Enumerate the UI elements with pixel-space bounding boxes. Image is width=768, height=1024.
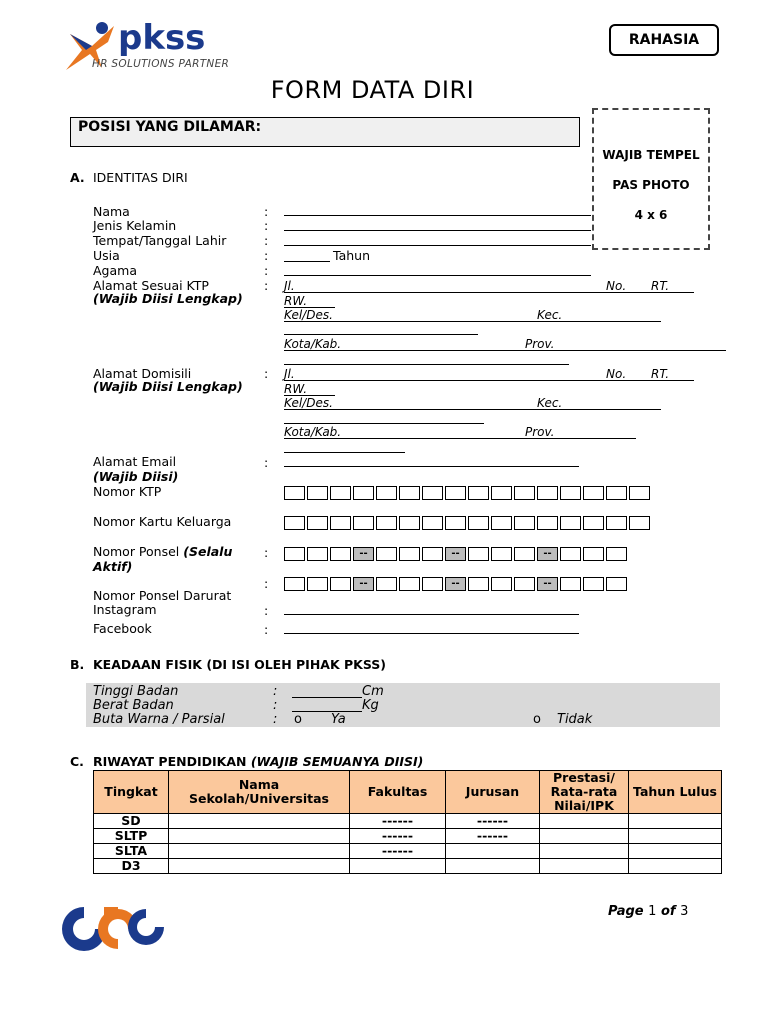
- position-label: POSISI YANG DILAMAR:: [78, 119, 262, 135]
- section-a-title: IDENTITAS DIRI: [93, 170, 188, 185]
- colon: :: [264, 248, 269, 263]
- colon: :: [264, 366, 269, 381]
- instagram-input-line[interactable]: [284, 614, 579, 615]
- school-cell[interactable]: [169, 859, 350, 874]
- year-cell[interactable]: [629, 829, 722, 844]
- table-row: [94, 829, 722, 844]
- label-email: Alamat Email: [93, 454, 177, 469]
- section-b-title: KEADAAN FISIK (DI ISI OLEH PIHAK PKSS): [93, 657, 386, 672]
- page-indicator: [608, 904, 688, 919]
- darurat-boxes[interactable]: [284, 577, 629, 591]
- dom-prov: Prov.: [525, 425, 555, 439]
- gpa-cell[interactable]: [540, 859, 629, 874]
- colon: :: [273, 698, 278, 713]
- ktp-jl-line[interactable]: [284, 292, 694, 293]
- major-cell[interactable]: [446, 844, 540, 859]
- ponsel-note: (Selalu: [183, 544, 233, 559]
- table-header-row: [94, 771, 722, 814]
- dash-separator: --: [445, 577, 466, 591]
- ya-label: Ya: [331, 712, 346, 727]
- dash-separator: --: [445, 547, 466, 561]
- brand-tagline: HR SOLUTIONS PARTNER: [92, 58, 230, 70]
- label-ktp: Nomor KTP: [93, 484, 162, 499]
- page-word: Page: [608, 904, 644, 919]
- education-table: [93, 770, 722, 874]
- of-word: of: [660, 904, 676, 919]
- ktp-kel-line[interactable]: [284, 321, 661, 322]
- section-c-title: [93, 754, 423, 769]
- colon: :: [273, 684, 278, 699]
- colon: :: [264, 218, 269, 233]
- label-darurat: Nomor Ponsel Darurat: [93, 588, 232, 603]
- year-cell[interactable]: [629, 844, 722, 859]
- dom-kota-line[interactable]: [284, 438, 636, 439]
- gpa-cell[interactable]: [540, 814, 629, 829]
- email-note: (Wajib Diisi): [93, 469, 179, 484]
- level-cell: SLTP: [94, 829, 169, 844]
- photo-line-2: PAS PHOTO: [612, 178, 690, 192]
- colon: :: [264, 603, 269, 618]
- level-cell: D3: [94, 859, 169, 874]
- level-cell: SLTA: [94, 844, 169, 859]
- ktp-kota: Kota/Kab.: [284, 337, 342, 351]
- label-facebook: Facebook: [93, 621, 152, 636]
- berat-input-line[interactable]: [292, 711, 362, 712]
- colon: :: [264, 576, 269, 591]
- dom-rw: RW.: [284, 382, 308, 396]
- ponsel-note-2: Aktif): [93, 559, 133, 574]
- dom-kec: Kec.: [537, 396, 563, 410]
- label-tinggi: Tinggi Badan: [93, 684, 179, 699]
- page-title: FORM DATA DIRI: [270, 76, 475, 104]
- facebook-input-line[interactable]: [284, 633, 579, 634]
- tidak-radio[interactable]: o: [533, 712, 541, 727]
- table-row: [94, 844, 722, 859]
- agama-input-line[interactable]: [284, 275, 591, 276]
- label-kk: Nomor Kartu Keluarga: [93, 514, 232, 529]
- colon: :: [264, 545, 269, 560]
- dom-kel: Kel/Des.: [284, 396, 333, 410]
- col-header: Fakultas: [350, 771, 446, 814]
- col-header: Prestasi/ Rata-rata Nilai/IPK: [540, 771, 629, 814]
- usia-input-line[interactable]: [284, 261, 330, 262]
- label-ttl: Tempat/Tanggal Lahir: [93, 233, 227, 248]
- ktp-extra-line-2[interactable]: [284, 364, 569, 365]
- ktp-prov: Prov.: [525, 337, 555, 351]
- tinggi-input-line[interactable]: [292, 697, 362, 698]
- school-cell[interactable]: [169, 829, 350, 844]
- ktp-extra-line[interactable]: [284, 334, 478, 335]
- page-number: 1: [648, 904, 657, 919]
- gpa-cell[interactable]: [540, 829, 629, 844]
- major-cell[interactable]: [446, 859, 540, 874]
- colon: :: [264, 263, 269, 278]
- col-header: Tahun Lulus: [629, 771, 722, 814]
- ktp-jl: Jl.: [284, 279, 295, 293]
- berat-unit: Kg: [362, 698, 379, 713]
- ktp-boxes[interactable]: [284, 486, 652, 500]
- faculty-cell[interactable]: [350, 859, 446, 874]
- year-cell[interactable]: [629, 814, 722, 829]
- faculty-cell[interactable]: ------: [350, 814, 446, 829]
- major-cell[interactable]: ------: [446, 829, 540, 844]
- photo-line-3: 4 x 6: [634, 208, 668, 222]
- school-cell[interactable]: [169, 814, 350, 829]
- dom-extra-line[interactable]: [284, 423, 484, 424]
- colon: :: [264, 278, 269, 293]
- dash-separator: --: [537, 547, 558, 561]
- ponsel-text: Nomor Ponsel: [93, 544, 180, 559]
- position-field[interactable]: [70, 117, 580, 147]
- tidak-label: Tidak: [557, 712, 593, 727]
- label-ponsel: [93, 544, 232, 559]
- ktp-kec: Kec.: [537, 308, 563, 322]
- dash-separator: --: [537, 577, 558, 591]
- table-row: [94, 859, 722, 874]
- major-cell[interactable]: ------: [446, 814, 540, 829]
- kk-boxes[interactable]: [284, 516, 652, 530]
- dom-kota: Kota/Kab.: [284, 425, 342, 439]
- physical-panel: [86, 683, 720, 727]
- dom-jl: Jl.: [284, 367, 295, 381]
- section-c-letter: C.: [70, 754, 84, 769]
- photo-line-1: WAJIB TEMPEL: [602, 148, 700, 162]
- colon: :: [264, 455, 269, 470]
- ktp-rw: RW.: [284, 294, 308, 308]
- level-cell: SD: [94, 814, 169, 829]
- brand-name: pkss: [118, 18, 206, 58]
- section-a-letter: A.: [70, 170, 85, 185]
- dom-jl-line[interactable]: [284, 380, 694, 381]
- ktp-no: No.: [606, 279, 627, 293]
- tinggi-unit: Cm: [362, 684, 384, 699]
- colon: :: [264, 233, 269, 248]
- ya-radio[interactable]: o: [294, 712, 302, 727]
- colon: :: [273, 712, 278, 727]
- dom-kel-line[interactable]: [284, 409, 661, 410]
- ktp-rt: RT.: [651, 279, 670, 293]
- colon: :: [264, 204, 269, 219]
- gender-input-line[interactable]: [284, 230, 591, 231]
- ponsel-boxes[interactable]: [284, 547, 629, 561]
- dash-separator: --: [353, 547, 374, 561]
- label-agama: Agama: [93, 263, 137, 278]
- col-header: Tingkat: [94, 771, 169, 814]
- label-buta-warna: Buta Warna / Parsial: [93, 712, 225, 727]
- label-instagram: Instagram: [93, 602, 157, 617]
- dom-rt: RT.: [651, 367, 670, 381]
- section-b-letter: B.: [70, 657, 85, 672]
- nama-input-line[interactable]: [284, 215, 591, 216]
- footer-logo-icon: [60, 903, 166, 953]
- page-total: 3: [680, 904, 689, 919]
- dom-extra-line-2[interactable]: [284, 452, 405, 453]
- label-jenis-kelamin: Jenis Kelamin: [93, 218, 177, 233]
- label-usia: Usia: [93, 248, 120, 263]
- table-row: [94, 814, 722, 829]
- dom-no: No.: [606, 367, 627, 381]
- label-berat: Berat Badan: [93, 698, 174, 713]
- ktp-kota-line[interactable]: [284, 350, 726, 351]
- dash-separator: --: [353, 577, 374, 591]
- ttl-input-line[interactable]: [284, 245, 591, 246]
- faculty-cell[interactable]: ------: [350, 829, 446, 844]
- col-header: Nama Sekolah/Universitas: [169, 771, 350, 814]
- ktp-kel: Kel/Des.: [284, 308, 333, 322]
- email-input-line[interactable]: [284, 466, 579, 467]
- photo-box: [592, 108, 710, 250]
- year-cell[interactable]: [629, 859, 722, 874]
- colon: :: [264, 622, 269, 637]
- school-cell[interactable]: [169, 844, 350, 859]
- gpa-cell[interactable]: [540, 844, 629, 859]
- alamat-domisili-note: (Wajib Diisi Lengkap): [93, 379, 243, 394]
- section-c-note: (WAJIB SEMUANYA DIISI): [250, 754, 424, 769]
- label-nama: Nama: [93, 204, 130, 219]
- section-c-title-text: RIWAYAT PENDIDIKAN: [93, 754, 247, 769]
- label-alamat-domisili: Alamat Domisili: [93, 366, 192, 381]
- confidential-badge: RAHASIA: [609, 24, 719, 56]
- label-alamat-ktp: Alamat Sesuai KTP: [93, 278, 209, 293]
- col-header: Jurusan: [446, 771, 540, 814]
- usia-suffix: Tahun: [333, 248, 370, 263]
- alamat-ktp-note: (Wajib Diisi Lengkap): [93, 291, 243, 306]
- faculty-cell[interactable]: ------: [350, 844, 446, 859]
